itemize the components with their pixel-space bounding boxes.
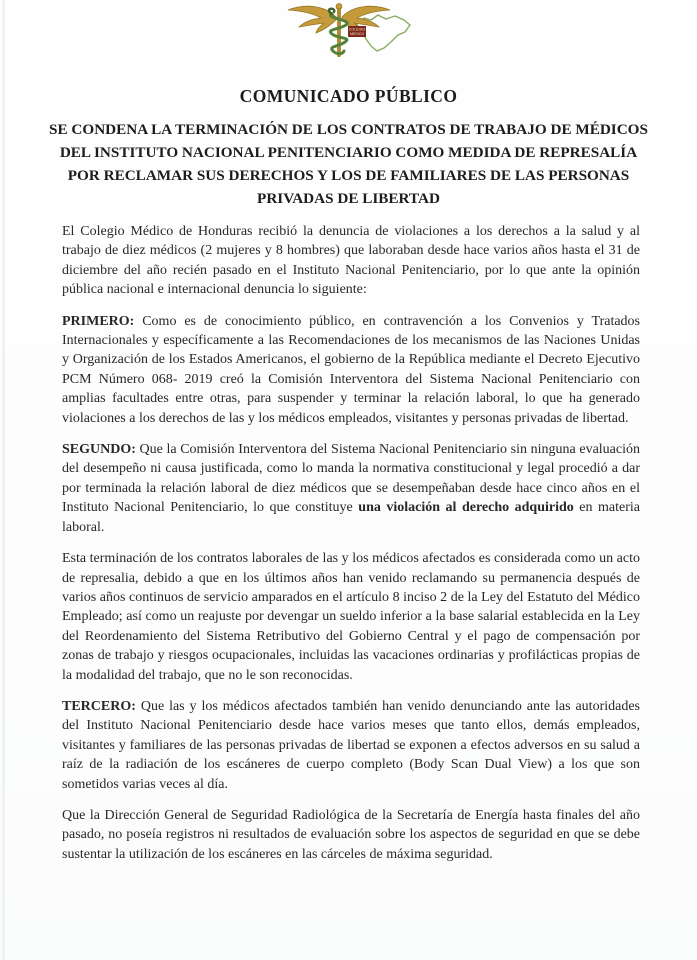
paragraph-text: Que la Comisión Interventora del Sistema Nacional Penitenciario sin ninguna evaluación del desempeño ni causa justificada, como lo manda la normativa constitucional y legal procedió a dar por terminada la relación laboral de diez médicos que se desempeñaban desde hace cinco años en el Instituto Nacional Penitenciario, lo que constituye bbox=[62, 442, 640, 516]
colegio-medico-badge bbox=[348, 26, 366, 37]
badge-text-line2: MEDICO bbox=[349, 31, 364, 36]
paragraph-text: Que la Dirección General de Seguridad Radiológica de la Secretaría de Energía hasta finales del año pasado, no poseía registros ni resultados de evaluación sobre los aspectos de seguridad en que se debe sustentar la utilización de los escáneres en las cárceles de máxima seguridad. bbox=[62, 807, 640, 862]
scan-edge bbox=[2, 0, 5, 960]
paragraph bbox=[62, 440, 640, 537]
logo bbox=[0, 0, 697, 62]
badge-text-line1: COLEGIO bbox=[348, 27, 365, 32]
paragraph bbox=[62, 549, 640, 685]
paragraph-text: Como es de conocimiento público, en contravención a los Convenios y Tratados Internacionales y específicamente a las Recomendaciones de los mecanismos de las Naciones Unidas y Organización de los Estados Americanos, el gobierno de la República mediante el Decreto Ejecutivo PCM Número 068- 2019 creó la Comisión Interventora del Sistema Nacional Penitenciario con amplias facultades entre otras, para suspender y terminar la relación laboral, lo que ha generado violaciones a los derechos de las y los médicos empleados, visitantes y personas privadas de libertad. bbox=[62, 313, 640, 426]
paragraph bbox=[62, 806, 640, 864]
paragraph-bold-text: una violación al derecho adquirido bbox=[358, 500, 574, 516]
page-title: COMUNICADO PÚBLICO bbox=[239, 86, 458, 106]
document-subtitle: SE CONDENA LA TERMINACIÓN DE LOS CONTRATOS DE TRABAJO DE MÉDICOS DEL INSTITUTO NACIONAL PENITENCIARIO COMO MEDIDA DE REPRESALÍA POR RECLAMAR SUS DERECHOS Y LOS DE FAMILIARES DE LAS PERSONAS PRIVADAS DE LIBERTAD bbox=[49, 121, 648, 207]
paragraph-text: Que las y los médicos afectados también han venido denunciando ante las autoridades del Instituto Nacional Penitenciario desde hace varios meses que tanto ellos, demás empleados, visitantes y familiares de las personas privadas de libertad se exponen a efectos adversos en su salud a raíz de la radiación de los escáneres de cuerpo completo (Body Scan Dual View) a los que son sometidos varias veces al día. bbox=[62, 698, 640, 792]
paragraph-text: El Colegio Médico de Honduras recibió la denuncia de violaciones a los derechos a la salud y al trabajo de diez médicos (2 mujeres y 8 hombres) que laboraban desde hace varios años hasta el 31 de diciembre del año recién pasado en el Instituto Nacional Penitenciario, por lo que ante la opinión pública nacional e internacional denuncia lo siguiente: bbox=[62, 224, 640, 298]
caduceus-staff bbox=[336, 4, 342, 58]
paragraph-text: en materia laboral. bbox=[62, 500, 640, 535]
snake-head bbox=[328, 9, 333, 14]
paragraph bbox=[62, 312, 640, 428]
paragraph bbox=[62, 697, 640, 794]
paragraph-text: Esta terminación de los contratos laborales de las y los médicos afectados es considerada como un acto de represalia, debido a que en los últimos años han venido reclamando su permanencia después de varios años continuos de servicio amparados en el artículo 8 inciso 2 de la Ley del Estatuto del Médico Empleado; así como un reajuste por devengar un sueldo inferior a la base salarial establecida en la Ley del Reordenamiento del Sistema Retributivo del Gobierno Central y el pago de compensación por zonas de trabajo y riesgos ocupacionales, incluidas las vacaciones ordinarias y profilácticas propias de la modalidad del trabajo, que no le son reconocidas. bbox=[62, 551, 640, 683]
paragraph-bold-text: PRIMERO: bbox=[62, 313, 135, 329]
paragraph bbox=[62, 222, 640, 300]
paragraph-bold-text: TERCERO: bbox=[62, 698, 136, 714]
paragraph-bold-text: SEGUNDO: bbox=[62, 442, 136, 458]
paragraphs bbox=[62, 222, 640, 864]
caduceus-logo-icon bbox=[274, 1, 424, 61]
